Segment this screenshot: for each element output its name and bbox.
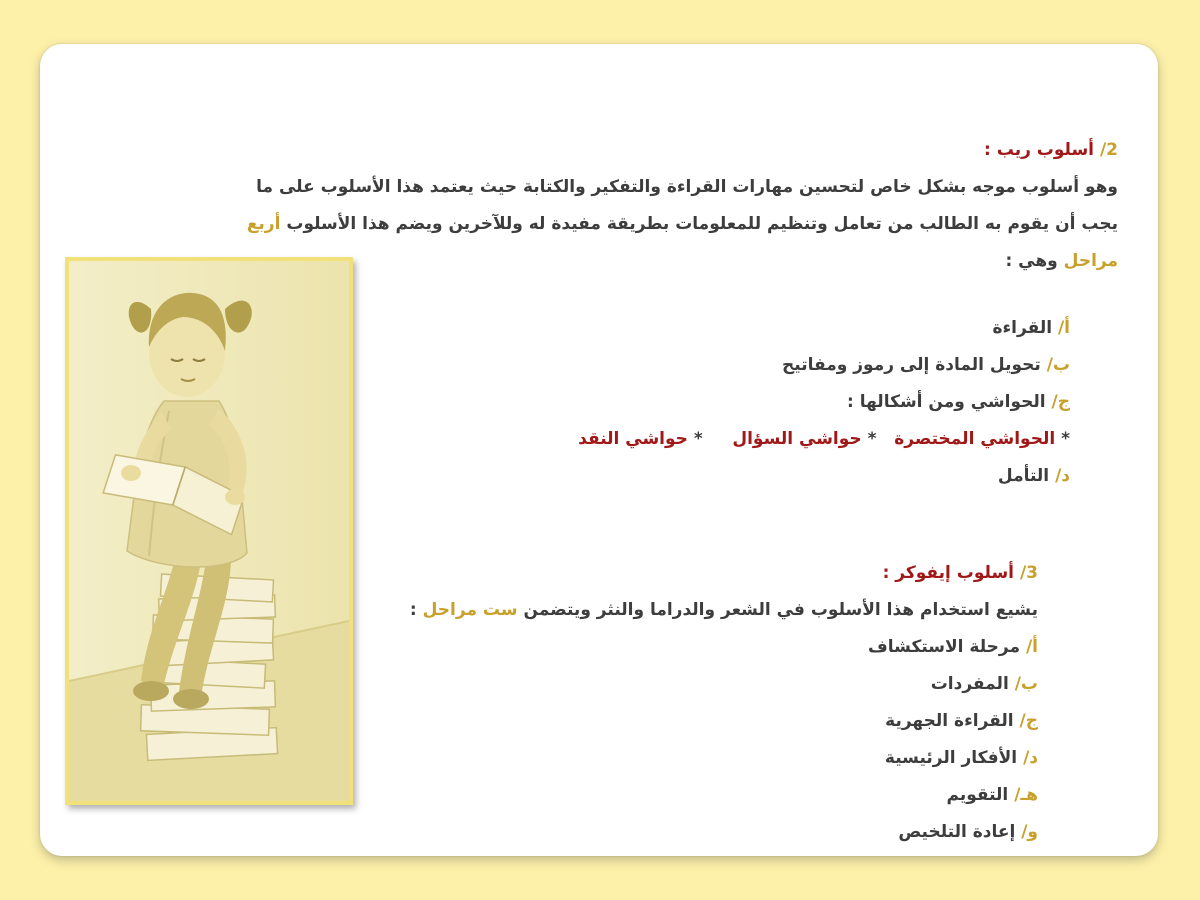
margin-types-line — [370, 421, 1070, 458]
list-item — [370, 458, 1070, 495]
list-item-text: إعادة التلخيص — [898, 822, 1016, 842]
section-2-title: أسلوب ريب : — [983, 140, 1095, 160]
list-item-marker: ب/ — [1014, 674, 1038, 694]
section-3-title: أسلوب إيفوكر : — [882, 563, 1015, 583]
list-item-text: المفردات — [930, 674, 1009, 694]
list-item-text: القراءة الجهرية — [885, 711, 1014, 731]
list-item-text: التأمل — [997, 466, 1050, 486]
list-item-marker: ج/ — [1051, 392, 1070, 412]
list-item-marker: د/ — [1055, 466, 1070, 486]
list-item — [318, 666, 1038, 703]
section-2-highlight-four: أربع — [246, 214, 281, 234]
list-item — [318, 629, 1038, 666]
section-2-stages — [370, 310, 1070, 495]
list-item-marker: ج/ — [1019, 711, 1038, 731]
list-item-text: التقويم — [946, 785, 1009, 805]
bullet: * — [867, 429, 877, 449]
girl-on-books-illustration — [69, 261, 349, 801]
list-item-marker: ب/ — [1046, 355, 1070, 375]
section-2-number: 2/ — [1099, 140, 1118, 160]
list-item-text: الحواشي ومن أشكالها : — [846, 392, 1046, 412]
section-3-intro — [318, 592, 1038, 629]
section-3-intro-colon: : — [409, 600, 417, 620]
list-item-marker: هـ/ — [1014, 785, 1038, 805]
list-item-text: الأفكار الرئيسية — [884, 748, 1018, 768]
section-2-line-3-text: وهي : — [1005, 251, 1058, 271]
margin-type-critique: حواشي النقد — [578, 429, 688, 449]
list-item — [318, 777, 1038, 814]
section-3-intro-text: يشيع استخدام هذا الأسلوب في الشعر والدراما والنثر ويتضمن — [523, 600, 1038, 620]
list-item-marker: د/ — [1023, 748, 1038, 768]
list-item — [318, 740, 1038, 777]
list-item — [318, 703, 1038, 740]
margin-type-short: الحواشي المختصرة — [894, 429, 1056, 449]
bullet: * — [693, 429, 703, 449]
bullet: * — [1061, 429, 1070, 449]
list-item-text: القراءة — [992, 318, 1053, 338]
section-2-highlight-stages: مراحل — [1063, 251, 1118, 271]
list-item-marker: أ/ — [1025, 637, 1038, 657]
section-3-highlight-six-stages: ست مراحل — [422, 600, 518, 620]
list-item-text: مرحلة الاستكشاف — [868, 637, 1021, 657]
section-2-line-2 — [18, 206, 1118, 243]
section-2-heading — [18, 132, 1118, 169]
section-2-line-2-text: يجب أن يقوم به الطالب من تعامل وتنظيم للمعلومات بطريقة مفيدة له وللآخرين ويضم هذا الأسلوب — [286, 214, 1118, 234]
list-item — [370, 347, 1070, 384]
list-item — [370, 384, 1070, 421]
margin-type-question: حواشي السؤال — [732, 429, 862, 449]
section-3-heading — [318, 555, 1038, 592]
section-2-line-1: وهو أسلوب موجه بشكل خاص لتحسين مهارات القراءة والتفكير والكتابة حيث يعتمد هذا الأسلوب على ما — [256, 177, 1118, 197]
list-item — [370, 310, 1070, 347]
list-item-marker: و/ — [1021, 822, 1038, 842]
list-item-marker: أ/ — [1057, 318, 1070, 338]
list-item-text: تحويل المادة إلى رموز ومفاتيح — [782, 355, 1041, 375]
list-item — [318, 814, 1038, 851]
section-3-paragraph — [318, 555, 1038, 851]
section-3-number: 3/ — [1019, 563, 1038, 583]
girl-reading-photo — [65, 257, 353, 805]
